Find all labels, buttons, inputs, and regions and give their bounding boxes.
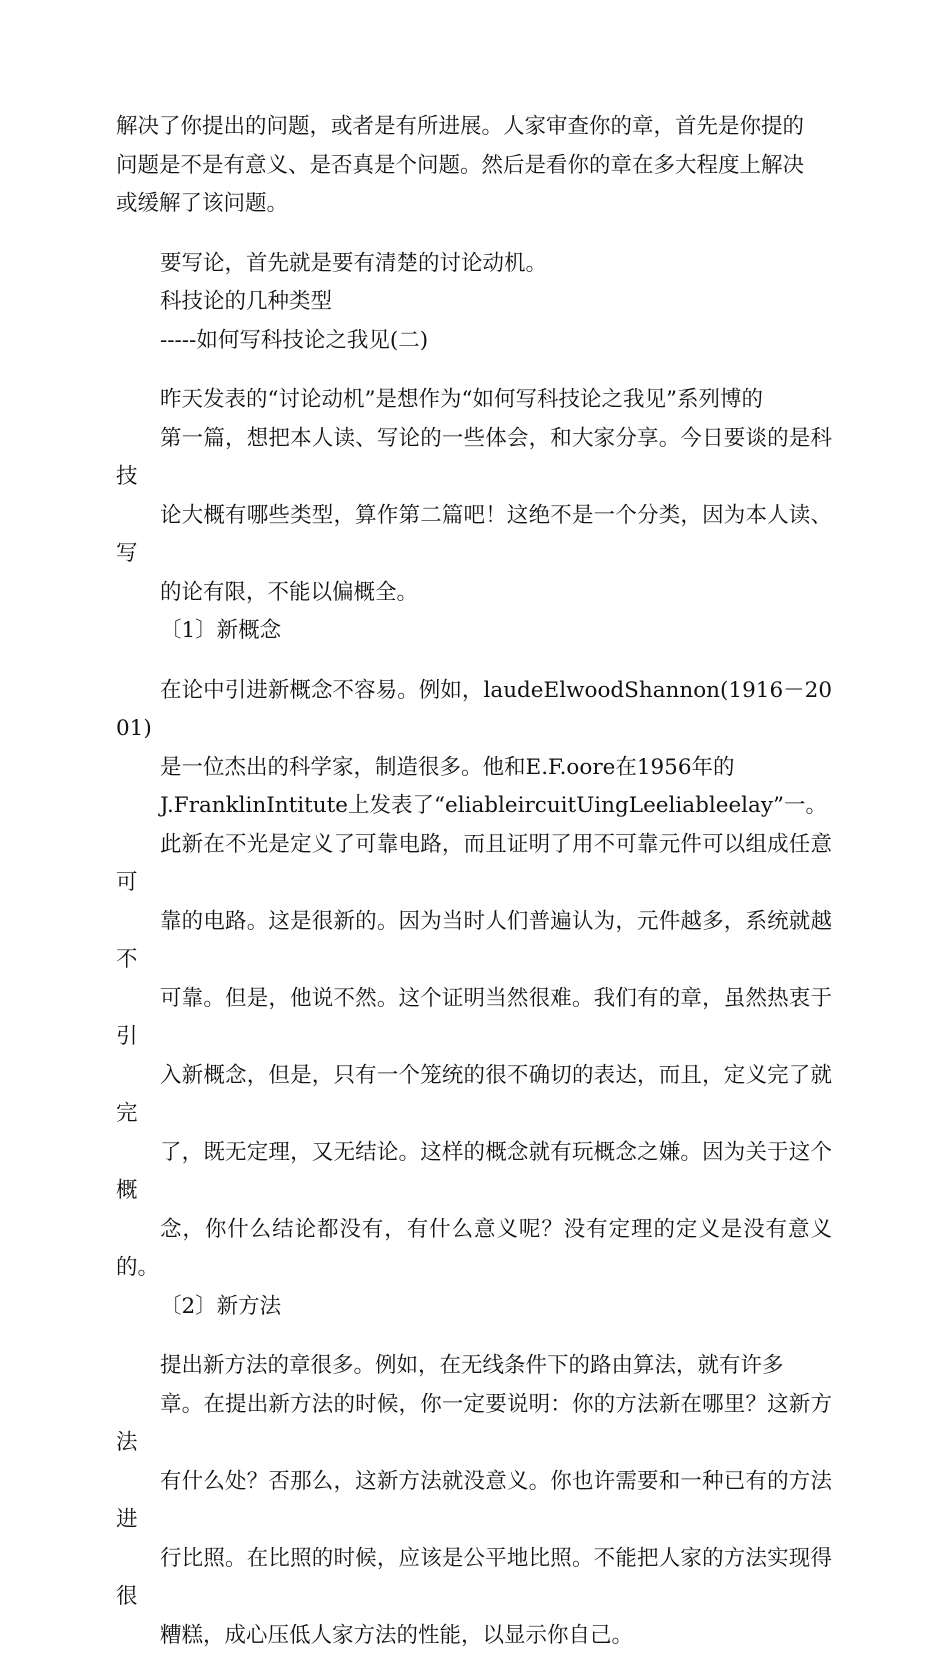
text-line: 章。在提出新方法的时候，你一定要说明：你的方法新在哪里？这新方法	[116, 1386, 832, 1463]
text-line: 入新概念，但是，只有一个笼统的很不确切的表达，而且，定义完了就完	[116, 1057, 832, 1134]
text-line: 糟糕，成心压低人家方法的性能，以显示你自己。	[116, 1617, 832, 1655]
text-line: 念，你什么结论都没有，有什么意义呢？没有定理的定义是没有意义的。	[116, 1211, 832, 1288]
paragraph-series-intro	[116, 381, 832, 612]
text-line: 〔2〕新方法	[116, 1288, 832, 1327]
text-line: 靠的电路。这是很新的。因为当时人们普遍认为，元件越多，系统就越不	[116, 903, 832, 980]
paragraph-motivation	[116, 245, 832, 284]
text-line: 问题是不是有意义、是否真是个问题。然后是看你的章在多大程度上解决	[116, 147, 832, 186]
paragraph-intro-continuation	[116, 108, 832, 224]
subsection-heading-new-method	[116, 1288, 832, 1327]
paragraph-new-method	[116, 1347, 832, 1655]
text-line: J.FranklinIntitute上发表了“eliableircuitUingLeeliableelay”一。	[116, 787, 832, 826]
text-line: 科技论的几种类型	[116, 283, 832, 322]
text-line: -----如何写科技论之我见(二)	[116, 322, 832, 361]
text-line: 此新在不光是定义了可靠电路，而且证明了用不可靠元件可以组成任意可	[116, 826, 832, 903]
text-line: 有什么处？否那么，这新方法就没意义。你也许需要和一种已有的方法进	[116, 1463, 832, 1540]
section-title	[116, 283, 832, 322]
text-line: 可靠。但是，他说不然。这个证明当然很难。我们有的章，虽然热衷于引	[116, 980, 832, 1057]
text-line: 第一篇，想把本人读、写论的一些体会，和大家分享。今日要谈的是科技	[116, 420, 832, 497]
section-subtitle	[116, 322, 832, 361]
subsection-heading-new-concept	[116, 612, 832, 651]
text-line: 或缓解了该问题。	[116, 185, 832, 224]
paragraph-new-concept	[116, 672, 832, 1288]
text-line: 的论有限，不能以偏概全。	[116, 574, 832, 613]
text-line: 了，既无定理，又无结论。这样的概念就有玩概念之嫌。因为关于这个概	[116, 1134, 832, 1211]
text-line: 提出新方法的章很多。例如，在无线条件下的路由算法，就有许多	[116, 1347, 832, 1386]
text-line: 〔1〕新概念	[116, 612, 832, 651]
text-line: 论大概有哪些类型，算作第二篇吧！这绝不是一个分类，因为本人读、写	[116, 497, 832, 574]
text-line: 解决了你提出的问题，或者是有所进展。人家审查你的章，首先是你提的	[116, 108, 832, 147]
text-line: 在论中引进新概念不容易。例如，laudeElwoodShannon(1916－2001)	[116, 672, 832, 749]
text-line: 是一位杰出的科学家，制造很多。他和E.F.oore在1956年的	[116, 749, 832, 788]
text-line: 要写论，首先就是要有清楚的讨论动机。	[116, 245, 832, 284]
text-line: 昨天发表的“讨论动机”是想作为“如何写科技论之我见”系列博的	[116, 381, 832, 420]
text-line: 行比照。在比照的时候，应该是公平地比照。不能把人家的方法实现得很	[116, 1540, 832, 1617]
document-page	[116, 108, 832, 1655]
